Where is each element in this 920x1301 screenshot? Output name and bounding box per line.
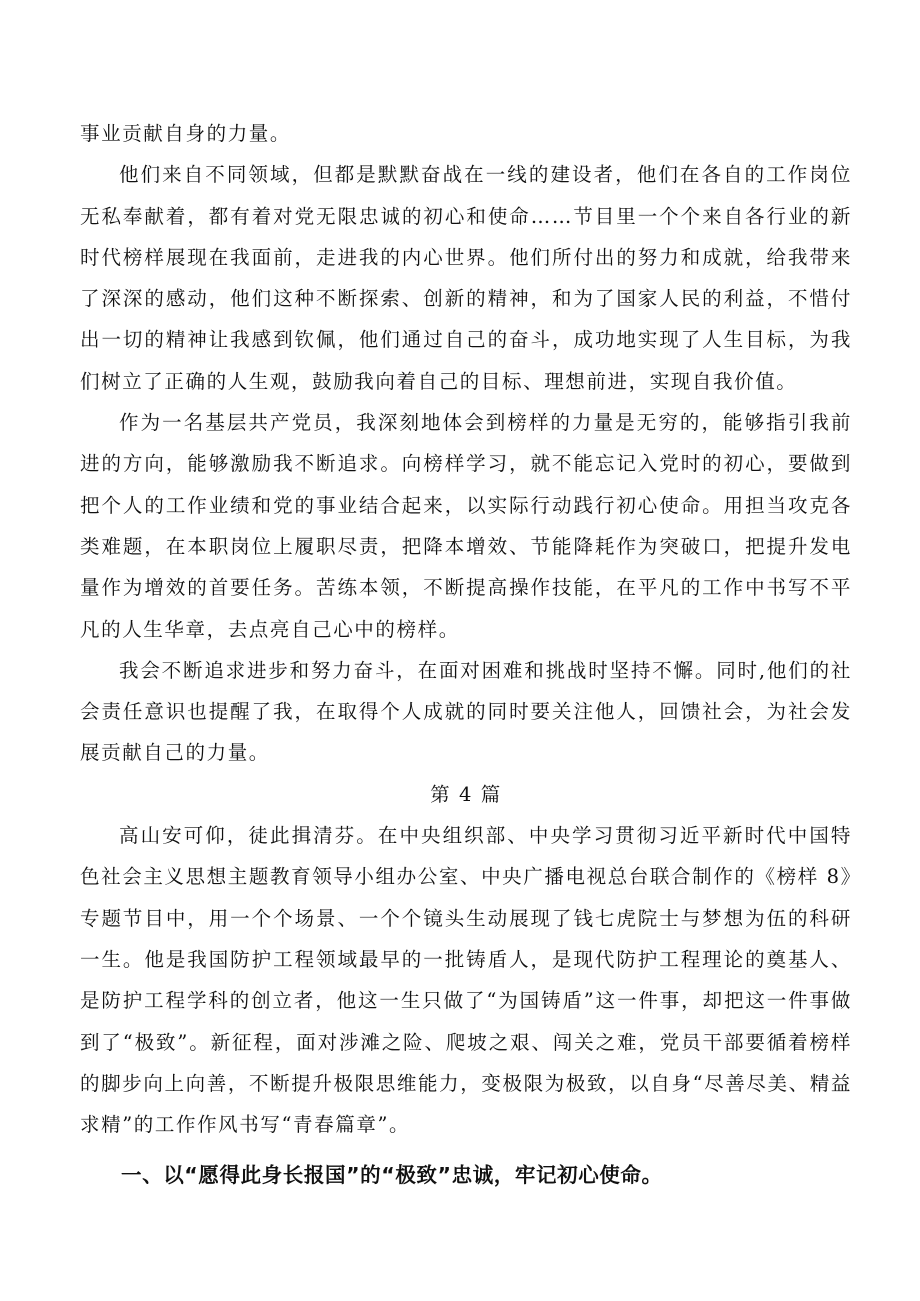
paragraph-continuation: 事业贡献自身的力量。 bbox=[80, 122, 292, 145]
section-heading: 一、以“愿得此身长报国”的“极致”忠诚，牢记初心使命。 bbox=[121, 1163, 663, 1188]
paragraph-chapter4-intro: 高山安可仰，徒此揖清芬。在中央组织部、中央学习贯彻习近平新时代中国特色社会主义思想主题教育领导小组办公室、中央广播电视总台联合制作的《榜样 8》专题节目中，用一个个场景、一个个镜头生动展现了钱七虎院士与梦想为伍的科研一生。他是我国防护工程领域最早的一批铸盾人，是现代防护工程理论的奠基人、是防护工程学科的创立者，他这一生只做了“为国铸盾”这一件事，却把这一件事做到了“极致”。新征程，面对涉滩之险、爬坡之艰、闯关之难，党员干部要循着榜样的脚步向上向善，不断提升极限思维能力，变极限为极致，以自身“尽善尽美、精益求精”的工作作风书写“青春篇章”。 bbox=[80, 824, 852, 1137]
paragraph-commitment: 我会不断追求进步和努力奋斗，在面对困难和挑战时坚持不懈。同时,他们的社会责任意识也提醒了我，在取得个人成就的同时要关注他人，回馈社会，为社会发展贡献自己的力量。 bbox=[80, 658, 852, 765]
paragraph-party-member: 作为一名基层共产党员，我深刻地体会到榜样的力量是无穷的，能够指引我前进的方向，能够激励我不断追求。向榜样学习，就不能忘记入党时的初心，要做到把个人的工作业绩和党的事业结合起来，以实际行动践行初心使命。用担当攻克各类难题，在本职岗位上履职尽责，把降本增效、节能降耗作为突破口，把提升发电量作为增效的首要任务。苦练本领，不断提高操作技能，在平凡的工作中书写不平凡的人生华章，去点亮自己心中的榜样。 bbox=[80, 411, 852, 641]
document-body bbox=[80, 113, 852, 1197]
chapter-title: 第 4 篇 bbox=[430, 782, 502, 806]
paragraph-role-models: 他们来自不同领域，但都是默默奋战在一线的建设者，他们在各自的工作岗位无私奉献着，都有着对党无限忠诚的初心和使命……节目里一个个来自各行业的新时代榜样展现在我面前，走进我的内心世界。他们所付出的努力和成就，给我带来了深深的感动，他们这种不断探索、创新的精神，和为了国家人民的利益，不惜付出一切的精神让我感到钦佩，他们通过自己的奋斗，成功地实现了人生目标，为我们树立了正确的人生观，鼓励我向着自己的目标、理想前进，实现自我价值。 bbox=[80, 163, 852, 393]
